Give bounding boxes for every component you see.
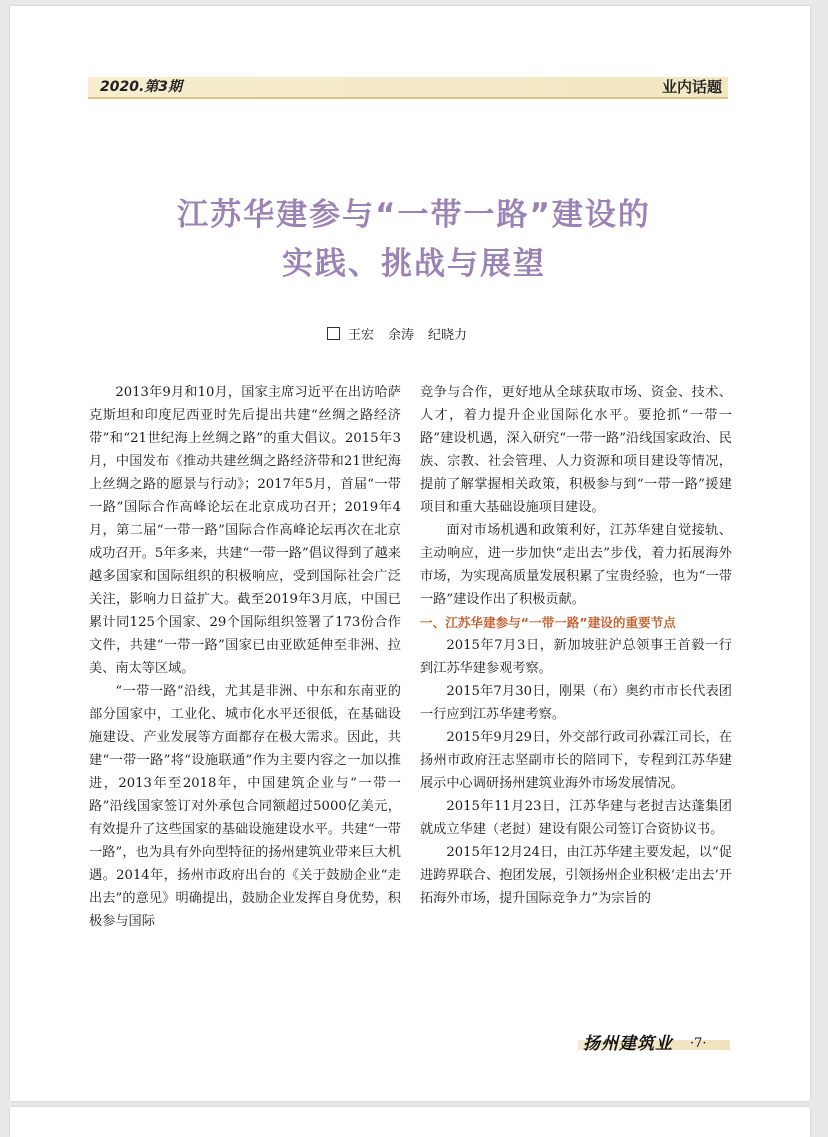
- timeline-item: 2015年7月30日，刚果（布）奥约市市长代表团一行应到江苏华建考察。: [420, 684, 732, 722]
- section-label: 业内话题: [661, 78, 722, 96]
- body-paragraph: 竞争与合作，更好地从全球获取市场、资金、技术、人才，着力提升企业国际化水平。要抢抓“一带一路”建设机遇，深入研究“一带一路”沿线国家政治、民族、宗教、社会管理、人力资源和项目建设等情况，提前了解掌握相关政策，积极参与到“一带一路”援建项目和重大基础设施项目建设。: [420, 385, 732, 515]
- body-paragraph: 面对市场机遇和政策利好，江苏华建自觉接轨、主动响应，进一步加快“走出去”步伐，着力拓展海外市场，为实现高质量发展积累了宝贵经验，也为“一带一路”建设作出了积极贡献。: [420, 523, 732, 607]
- article-title-line-1: 江苏华建参与“一带一路”建设的: [177, 197, 651, 233]
- timeline-item: 2015年7月3日，新加坡驻沪总领事王首毅一行到江苏华建参观考察。: [420, 638, 732, 676]
- body-paragraph: 2013年9月和10月，国家主席习近平在出访哈萨克斯坦和印度尼西亚时先后提出共建“丝绸之路经济带”和“21世纪海上丝绸之路”的重大倡议。2015年3月，中国发布《推动共建丝绸之路经济带和21世纪海上丝绸之路的愿景与行动》；2017年5月，首届“一带一路”国际合作高峰论坛在北京成功召开；2019年4月，第二届“一带一路”国际合作高峰论坛再次在北京成功召开。5年多来，共建“一带一路”倡议得到了越来越多国家和国际组织的积极响应，受到国际社会广泛关注，影响力日益扩大。截至2019年3月底，中国已累计同125个国家、29个国际组织签署了173份合作文件，共建“一带一路”国家已由亚欧延伸至非洲、拉美、南太等区域。: [89, 385, 401, 676]
- magazine-logo: 扬州建筑业: [583, 1034, 673, 1054]
- author-line: [327, 326, 467, 346]
- author-name: 余涛: [388, 328, 415, 343]
- timeline-item: 2015年9月29日，外交部行政司孙霖江司长，在扬州市政府汪志坚副市长的陪同下，专程到江苏华建展示中心调研扬州建筑业海外市场发展情况。: [420, 730, 732, 791]
- article-title-line-2: 实践、挑战与展望: [282, 246, 546, 282]
- left-column: [89, 381, 401, 933]
- timeline-item: 2015年12月24日，由江苏华建主要发起，以“促进跨界联合、抱团发展，引领扬州企业积极‘走出去’开拓海外市场，提升国际竞争力”为宗旨的: [420, 845, 732, 906]
- next-page-edge: [10, 1107, 810, 1137]
- square-icon: [327, 327, 340, 340]
- issue-label: 2020.第3期: [100, 79, 183, 95]
- running-header: [88, 77, 728, 99]
- section-subheading: 一、江苏华建参与“一带一路”建设的重要节点: [420, 615, 676, 630]
- page-number: ·7·: [690, 1036, 707, 1051]
- author-name: 纪晓力: [428, 328, 468, 343]
- body-paragraph: “一带一路”沿线，尤其是非洲、中东和东南亚的部分国家中，工业化、城市化水平还很低，在基础设施建设、产业发展等方面都存在极大需求。因此，共建“一带一路”将“设施联通”作为主要内容之一加以推进，2013年至2018年，中国建筑企业与“一带一路”沿线国家签订对外承包合同额超过5000亿美元，有效提升了这些国家的基础设施建设水平。共建“一带一路”，也为具有外向型特征的扬州建筑业带来巨大机遇。2014年，扬州市政府出台的《关于鼓励企业“走出去”的意见》明确提出，鼓励企业发挥自身优势，积极参与国际: [89, 684, 401, 929]
- author-name: 王宏: [348, 328, 375, 343]
- timeline-item: 2015年11月23日，江苏华建与老挝吉达蓬集团就成立华建（老挝）建设有限公司签订合资协议书。: [420, 799, 732, 837]
- right-column: [420, 381, 732, 910]
